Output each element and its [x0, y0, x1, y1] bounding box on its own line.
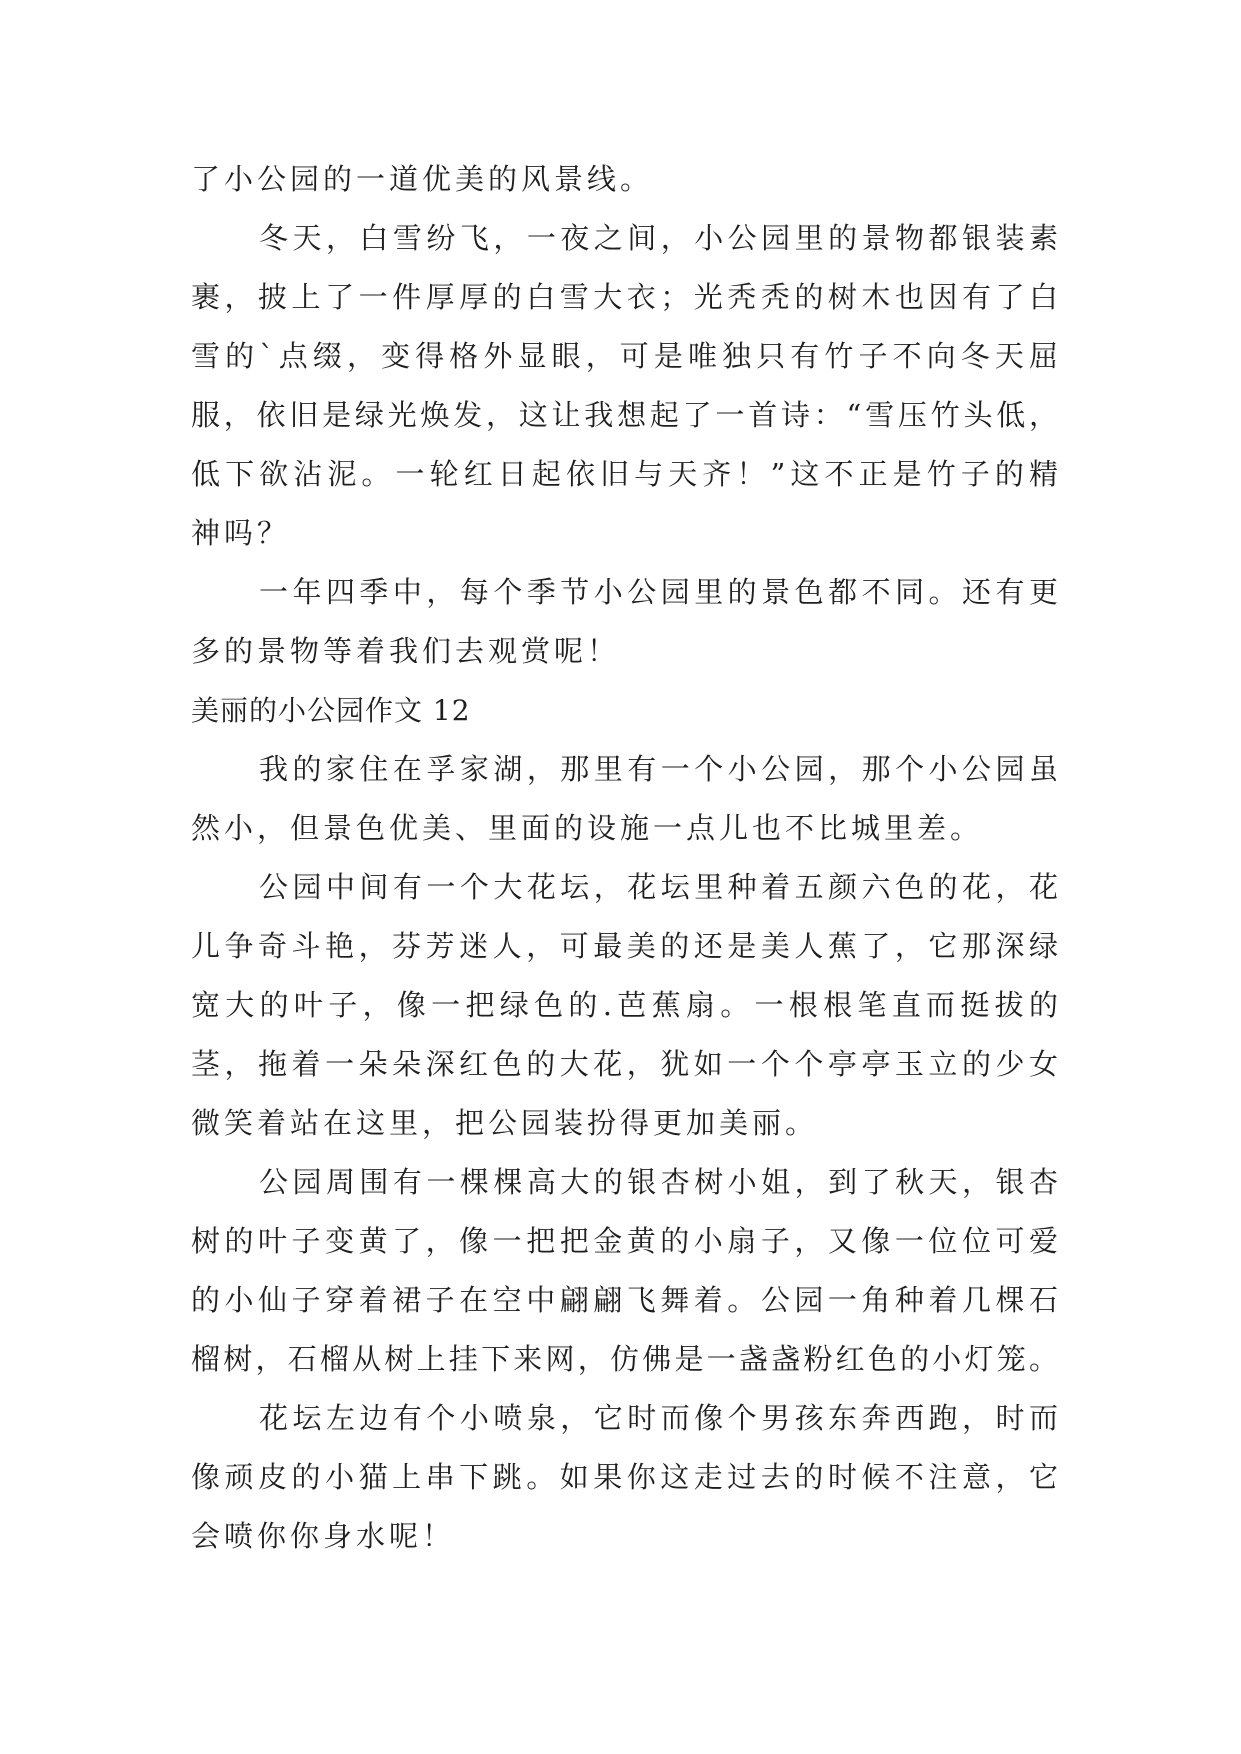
text-line: 公园中间有一个大花坛，花坛里种着五颜六色的花，花 — [259, 870, 1058, 904]
text-line: 一年四季中，每个季节小公园里的景色都不同。还有更 — [259, 575, 1058, 609]
text-line: 我的家住在孚家湖，那里有一个小公园，那个小公园虽 — [259, 752, 1058, 786]
paragraph — [191, 209, 1058, 563]
text-line: 低下欲沾泥。一轮红日起依旧与天齐！”这不正是竹子的精 — [191, 457, 1058, 491]
text-line: 服，依旧是绿光焕发，这让我想起了一首诗：“雪压竹头低， — [191, 398, 1058, 432]
text-line: 裹，披上了一件厚厚的白雪大衣；光秃秃的树木也因有了白 — [191, 280, 1058, 314]
paragraph — [191, 563, 1058, 681]
text-line: 茎，拖着一朵朵深红色的大花，犹如一个个亭亭玉立的少女 — [191, 1047, 1058, 1081]
essay-title: 美丽的小公园作文 12 — [191, 694, 471, 727]
paragraph — [191, 1389, 1058, 1566]
text-line: 雪的`点缀，变得格外显眼，可是唯独只有竹子不向冬天屈 — [191, 339, 1058, 373]
text-line: 然小，但景色优美、里面的设施一点儿也不比城里差。 — [191, 811, 984, 845]
text-line: 冬天，白雪纷飞，一夜之间，小公园里的景物都银装素 — [259, 221, 1058, 255]
text-line: 宽大的叶子，像一把绿色的.芭蕉扇。一根根笔直而挺拔的 — [191, 988, 1058, 1022]
text-line: 神吗？ — [191, 516, 291, 550]
text-line: 会喷你你身水呢！ — [191, 1519, 456, 1553]
text-line: 微笑着站在这里，把公园装扮得更加美丽。 — [191, 1106, 819, 1140]
paragraph — [191, 150, 1058, 209]
text-line: 榴树，石榴从树上挂下来网，仿佛是一盏盏粉红色的小灯笼。 — [191, 1342, 1058, 1376]
text-line: 儿争奇斗艳，芬芳迷人，可最美的还是美人蕉了，它那深绿 — [191, 929, 1058, 963]
text-line: 多的景物等着我们去观赏呢！ — [191, 634, 621, 668]
text-line: 了小公园的一道优美的风景线。 — [191, 162, 654, 196]
text-line: 树的叶子变黄了，像一把把金黄的小扇子，又像一位位可爱 — [191, 1224, 1058, 1258]
text-line: 的小仙子穿着裙子在空中翩翩飞舞着。公园一角种着几棵石 — [191, 1283, 1058, 1317]
text-line: 花坛左边有个小喷泉，它时而像个男孩东奔西跑，时而 — [259, 1401, 1058, 1435]
paragraph — [191, 858, 1058, 1153]
paragraph — [191, 740, 1058, 858]
text-line: 像顽皮的小猫上串下跳。如果你这走过去的时候不注意，它 — [191, 1460, 1058, 1494]
paragraph — [191, 1153, 1058, 1389]
document-body — [191, 150, 1058, 1566]
text-line: 公园周围有一棵棵高大的银杏树小姐，到了秋天，银杏 — [259, 1165, 1058, 1199]
